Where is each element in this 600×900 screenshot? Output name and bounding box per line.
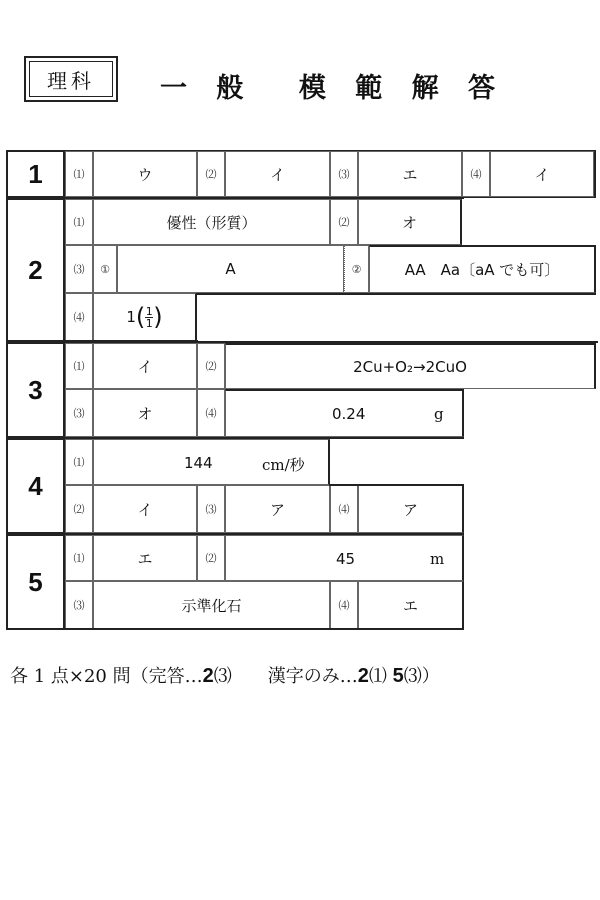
q2-answer-4-main: 1 xyxy=(126,308,136,326)
q2-answer-2: オ xyxy=(358,199,462,245)
q3-label-1: ⑴ xyxy=(65,343,93,389)
q5-answer-2 xyxy=(225,535,464,581)
q1-answer-3: エ xyxy=(358,151,462,197)
q5-label-4: ⑷ xyxy=(330,581,358,629)
scoring-text-1: 各 1 点×20 問（完答… xyxy=(10,666,203,687)
q1-label-1: ⑴ xyxy=(65,151,93,197)
q4-label-2: ⑵ xyxy=(65,485,93,533)
q2-sub-label-1: ① xyxy=(93,245,117,293)
title-char: 解 xyxy=(411,73,449,104)
q4-label-4: ⑷ xyxy=(330,485,358,533)
q3-label-2: ⑵ xyxy=(197,343,225,389)
q5-label-2: ⑵ xyxy=(197,535,225,581)
title-char: 般 xyxy=(216,73,254,104)
q2-sub-label-2: ② xyxy=(344,245,369,293)
q2-answer-4 xyxy=(93,293,197,341)
q4-label-3: ⑶ xyxy=(197,485,225,533)
q3-label-3: ⑶ xyxy=(65,389,93,437)
q2-label-2: ⑵ xyxy=(330,199,358,245)
q2-answer-3-1: A xyxy=(117,245,344,293)
q2-answer-3-2: AA Aa〔aA でも可〕 xyxy=(369,245,596,293)
q4-top-rule xyxy=(64,437,464,439)
q4-answer-3: ア xyxy=(225,485,330,533)
q2-label-3: ⑶ xyxy=(65,245,93,293)
scoring-bold-2: 2 xyxy=(357,665,369,687)
question-4-number: 4 xyxy=(6,438,65,534)
title-char: 範 xyxy=(355,73,393,104)
q4-answer-2: イ xyxy=(93,485,197,533)
q1-label-2: ⑵ xyxy=(197,151,225,197)
q5-bottom-rule xyxy=(64,628,464,630)
q3-label-4: ⑷ xyxy=(197,389,225,437)
q5-top-rule xyxy=(64,533,464,535)
question-1-number: 1 xyxy=(6,150,65,198)
open-paren-icon: ( xyxy=(135,303,146,331)
q5-answer-3: 示準化石 xyxy=(93,581,330,629)
q1-label-3: ⑶ xyxy=(330,151,358,197)
q5-label-1: ⑴ xyxy=(65,535,93,581)
subject-box xyxy=(24,56,118,102)
title-char: 答 xyxy=(468,73,506,104)
scoring-bold-1: 2 xyxy=(202,665,214,687)
q5-answer-2-unit: m xyxy=(430,550,445,568)
title-char: 模 xyxy=(298,73,336,104)
q1-label-4: ⑷ xyxy=(462,151,490,197)
q4-label-1: ⑴ xyxy=(65,439,93,485)
q4-step-rule xyxy=(329,484,464,486)
scoring-note xyxy=(10,662,590,688)
fraction-denominator: 1 xyxy=(145,316,153,330)
q3-top-rule xyxy=(64,341,598,343)
q1-answer-4: イ xyxy=(490,151,594,197)
close-paren-icon: ) xyxy=(153,303,163,331)
q3-answer-4-value: 0.24 xyxy=(332,405,366,423)
q1-answer-2: イ xyxy=(225,151,330,197)
question-5-number: 5 xyxy=(6,534,65,630)
q1-answer-1: ウ xyxy=(93,151,197,197)
q3-answer-1: イ xyxy=(93,343,197,389)
subject-label: 理科 xyxy=(29,61,113,97)
q2-label-1: ⑴ xyxy=(65,199,93,245)
fraction xyxy=(145,306,153,329)
q4-answer-4: ア xyxy=(358,485,464,533)
q3-answer-3: オ xyxy=(93,389,197,437)
q4-answer-1-unit: cm/秒 xyxy=(262,456,305,474)
q3-answer-4 xyxy=(225,389,464,437)
q2-answer-1: 優性（形質） xyxy=(93,199,330,245)
q5-answer-2-value: 45 xyxy=(336,550,356,568)
page-title xyxy=(160,66,540,106)
fraction-numerator: 1 xyxy=(145,304,153,318)
q4-answer-1-value: 144 xyxy=(184,454,213,472)
q5-answer-1: エ xyxy=(93,535,197,581)
q5-answer-4: エ xyxy=(358,581,464,629)
scoring-bold-3: 5 xyxy=(392,665,404,687)
q2-label-4: ⑷ xyxy=(65,293,93,341)
scoring-text-3: ⑴ xyxy=(368,666,393,687)
scoring-text-2: ⑶ 漢字のみ… xyxy=(213,666,358,687)
q3-answer-2: 2Cu+O₂→2CuO xyxy=(225,343,596,389)
scoring-text-4: ⑶） xyxy=(403,666,440,687)
title-char: 一 xyxy=(160,73,197,104)
q2-top-rule xyxy=(64,197,464,199)
question-2-number: 2 xyxy=(6,198,65,342)
question-3-number: 3 xyxy=(6,342,65,438)
q4-answer-1 xyxy=(93,439,330,485)
q3-answer-4-unit: g xyxy=(434,405,444,423)
q2-step-rule xyxy=(196,293,596,295)
q5-label-3: ⑶ xyxy=(65,581,93,629)
